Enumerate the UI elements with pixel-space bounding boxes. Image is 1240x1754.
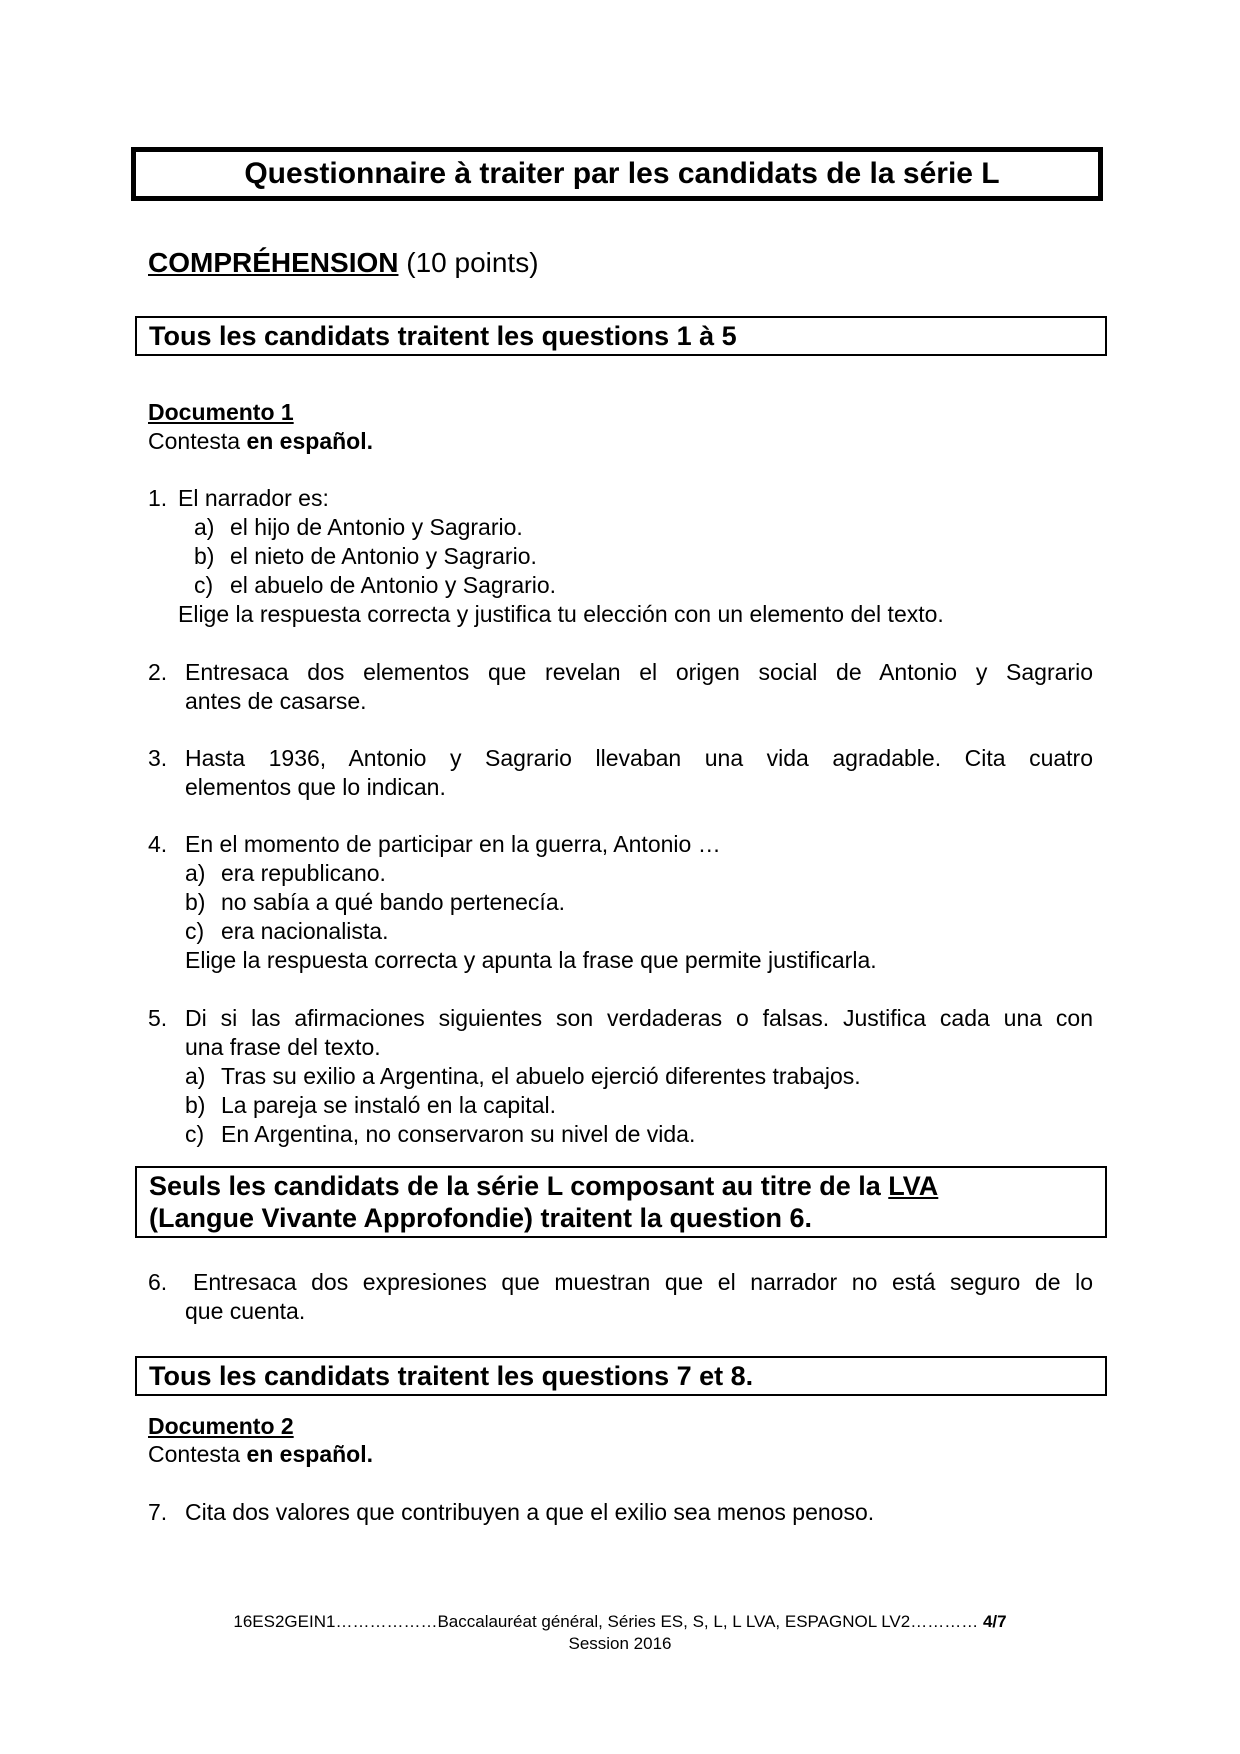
question-text-line1: Entresaca dos elementos que revelan el origen social de Antonio y Sagrario [185, 659, 1093, 685]
banner-question-6 [135, 1166, 1107, 1238]
question-text-line1: Di si las afirmaciones siguientes son verdaderas o falsas. Justifica cada una con [185, 1005, 1093, 1031]
instruction-text: Contesta [148, 428, 247, 454]
question-3 [0, 744, 1240, 804]
question-number: 5. [148, 1005, 168, 1031]
footer-line1 [0, 1612, 1240, 1632]
instruction-bold: en español. [246, 1441, 373, 1467]
question-text: El narrador es: [178, 485, 329, 511]
question-5: 5. Di si las afirmaciones siguientes son verdaderas o falsas. Justifica cada una con una frase del texto. a) Tras su exilio a Argentina, el abuelo ejerció diferentes trabajos. b) La pareja se instaló en la capital. c) En Argentina, no conservaron su nivel de vida. [148, 1005, 1093, 1147]
instruction-text: Contesta [148, 1441, 247, 1467]
banner-line1 [149, 1170, 1093, 1202]
question-number: 7. [148, 1499, 168, 1525]
question-text-line1: Hasta 1936, Antonio y Sagrario llevaban una vida agradable. Cita cuatro [185, 745, 1093, 771]
question-number: 1. [148, 485, 168, 511]
question-number: 3. [148, 745, 168, 771]
question-4: 4. En el momento de participar en la guerra, Antonio … a) era republicano. b) no sabía a qué bando pertenecía. c) era nacionalista. Elige la respuesta correcta y apunta la frase que permite justificarla. [0, 830, 1240, 980]
banner-line2: (Langue Vivante Approfondie) traitent la question 6. [149, 1203, 813, 1233]
page-title: Questionnaire à traiter par les candidats de la série L [131, 147, 1103, 201]
comprehension-label: COMPRÉHENSION [148, 247, 399, 278]
question-1: 1. El narrador es: a) el hijo de Antonio y Sagrario. b) el nieto de Antonio y Sagrario. c) el abuelo de Antonio y Sagrario. Elige la respuesta correcta y justifica tu elección con un elemento del texto. [0, 484, 1240, 634]
question-text-line2: una frase del texto. [185, 1034, 381, 1060]
document-1-instruction [148, 428, 373, 455]
question-number: 4. [148, 831, 168, 857]
page-number: 4/7 [982, 1612, 1007, 1631]
lva-link: LVA [888, 1171, 939, 1201]
banner-questions-7-8: Tous les candidats traitent les questions 7 et 8. [135, 1356, 1107, 1396]
comprehension-points: (10 points) [406, 247, 539, 278]
question-number: 6. [148, 1269, 168, 1295]
footer-session: Session 2016 [568, 1634, 672, 1653]
document-1-label: Documento 1 [148, 399, 294, 425]
document-2-instruction [148, 1441, 373, 1468]
question-6 [0, 1268, 1240, 1328]
question-2 [0, 658, 1240, 718]
document-2-label: Documento 2 [148, 1413, 294, 1439]
question-text-line1: Entresaca dos expresiones que muestran que el narrador no está seguro de lo [193, 1269, 1093, 1295]
banner-questions-1-5: Tous les candidats traitent les questions 1 à 5 [135, 316, 1107, 356]
question-number: 2. [148, 659, 168, 685]
question-text-line2: elementos que lo indican. [185, 774, 446, 800]
question-text-line2: antes de casarse. [185, 688, 367, 714]
banner-text: Seuls les candidats de la série L composant au titre de la [149, 1171, 889, 1201]
question-instruction: Elige la respuesta correcta y apunta la frase que permite justificarla. [185, 947, 877, 973]
question-text: En el momento de participar en la guerra, Antonio … [185, 831, 721, 857]
instruction-bold: en español. [246, 428, 373, 454]
question-text: Cita dos valores que contribuyen a que el exilio sea menos penoso. [185, 1499, 875, 1525]
footer-text: 16ES2GEIN1………………Baccalauréat général, Séries ES, S, L, L LVA, ESPAGNOL LV2………… [233, 1612, 983, 1631]
section-heading [148, 247, 539, 279]
question-instruction: Elige la respuesta correcta y justifica tu elección con un elemento del texto. [178, 601, 944, 627]
question-7 [0, 1498, 1240, 1530]
question-text-line2: que cuenta. [185, 1298, 306, 1324]
